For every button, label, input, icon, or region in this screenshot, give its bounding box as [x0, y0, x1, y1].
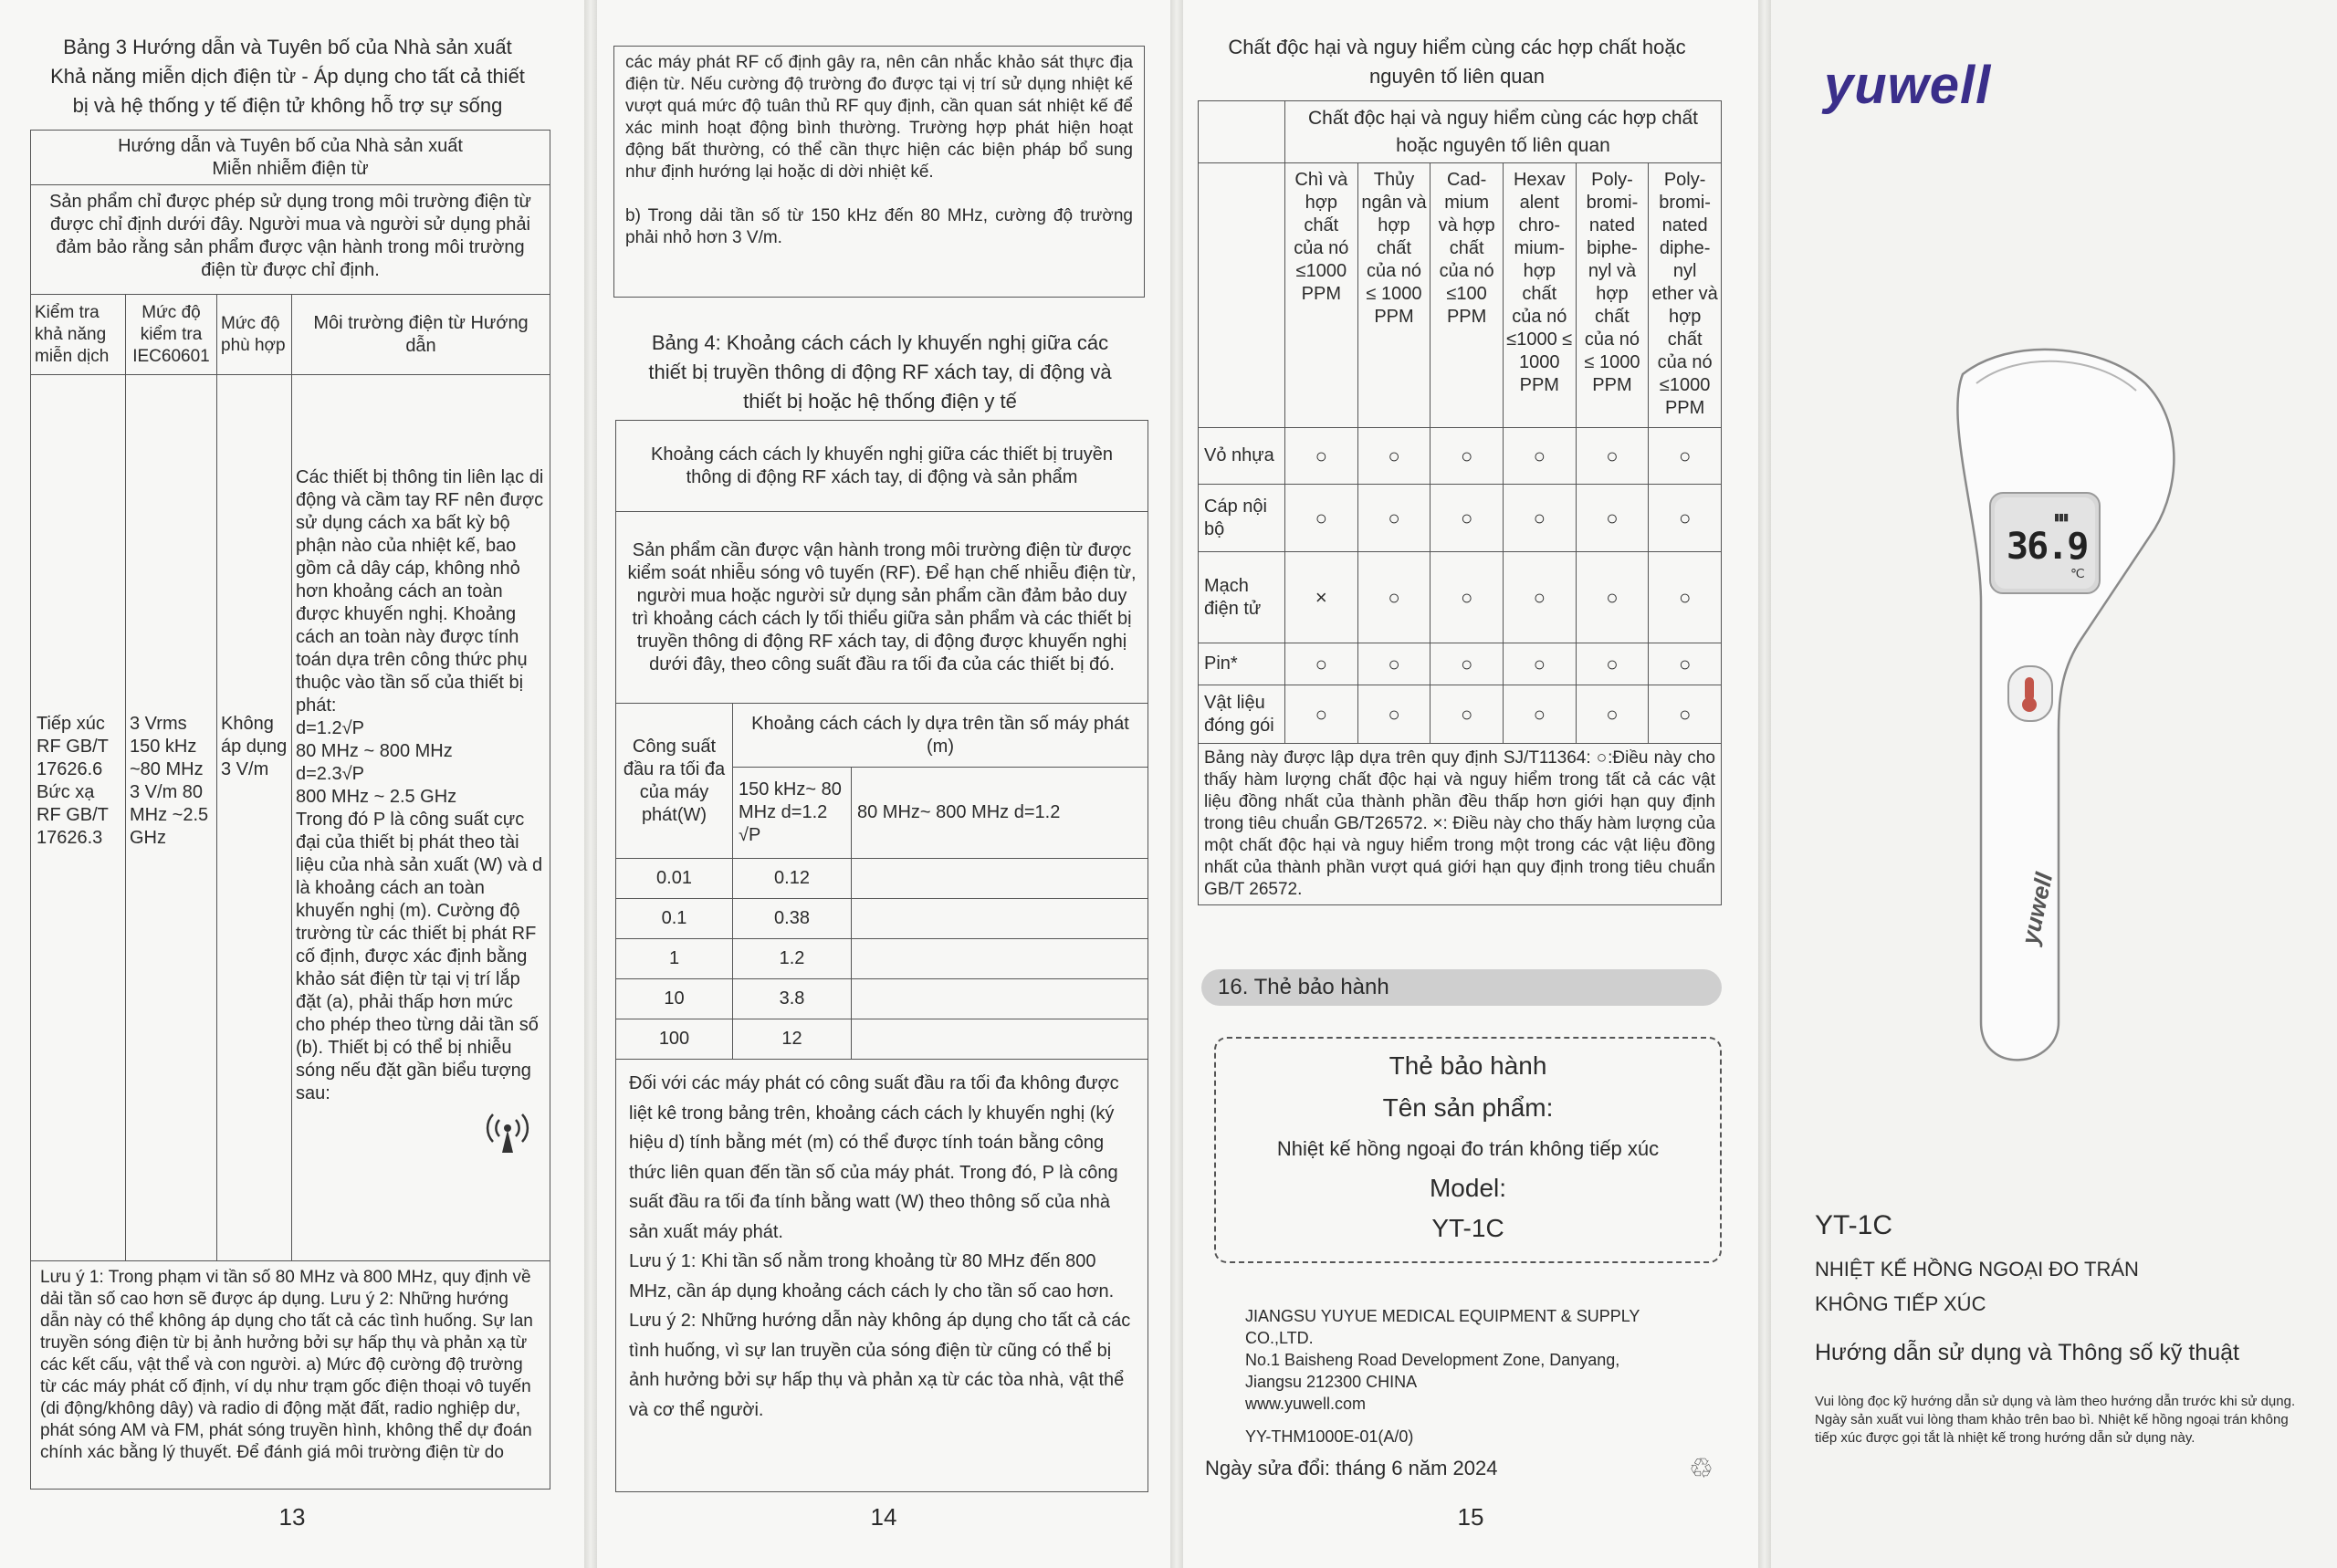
- revision-date: Ngày sửa đổi: tháng 6 năm 2024: [1205, 1457, 1498, 1479]
- compliance-cell: Không áp dụng 3 V/m: [217, 375, 292, 1261]
- table-row: Pin* ○ ○ ○ ○ ○ ○: [1199, 643, 1722, 685]
- device-logo: yuwell: [2016, 870, 2059, 947]
- table3: [30, 130, 550, 1490]
- hazard-col-headers: Chì và hợp chất của nó ≤1000 PPM Thủy ngân và hợp chất của nó ≤ 1000 PPM Cad-mium và hợp chất của nó ≤100 PPM Hexav alent chro-mium-hợp chất của nó ≤1000 ≤ 1000 PPM Poly-bromi-nated biphe-nyl và hợp chất của nó ≤ 1000 PPM Poly-bromi-nated diphe-nyl ether và hợp chất của nó ≤1000 PPM: [1199, 163, 1722, 428]
- continuation-box: các máy phát RF cố định gây ra, nên cân nhắc khảo sát thực địa điện từ. Nếu cường độ trường đo được tại vị trí sử dụng nhiệt kế vượt quá mức độ tuân thủ RF quy định, cần quan sát nhiệt kế để xác minh hoạt động bình thường. Trường hợp phát hiện hoạt động bất thường, có thể cần thực hiện các biện pháp bổ sung như định hướng lại hoặc di dời nhiệt kế. b) Trong dải tần số từ 150 kHz đến 80 MHz, cường độ trường phải nhỏ hơn 3 V/m.: [613, 46, 1145, 298]
- table4-notes: Đối với các máy phát có công suất đầu ra tối đa không được liệt kê trong bảng trên, khoảng cách cách ly khuyến nghị (ký hiệu d) tính bằng mét (m) có thể được tính toán bằng công thức liên quan đến tần số của máy phát. Trong đó, P là công suất đầu ra tối đa tính bằng watt (W) theo thông số của nhà sản xuất máy phát. Lưu ý 1: Khi tần số nằm trong khoảng từ 80 MHz đến 800 MHz, cần áp dụng khoảng cách cách ly cho tần số cao hơn. Lưu ý 2: Những hướng dẫn này không áp dụng cho tất cả các tình huống, vì sự lan truyền của sóng điện từ cũng có thể bị ảnh hưởng bởi sự hấp thụ và phản xạ từ các tòa nhà, vật thể và cơ thể người.: [616, 1060, 1148, 1492]
- manufacturer-info: JIANGSU YUYUE MEDICAL EQUIPMENT & SUPPLY CO.,LTD. No.1 Baisheng Road Development Zone, Danyang, Jiangsu 212300 CHINA www.yuwell.com YY-THM1000E-01(A/0): [1245, 1307, 1640, 1446]
- table-row: 1 1.2: [616, 939, 1148, 979]
- fold-line: [584, 0, 597, 1568]
- table3-header: Hướng dẫn và Tuyên bố của Nhà sản xuất Miễn nhiễm điện từ: [31, 131, 550, 185]
- table3-intro: Sản phẩm chỉ được phép sử dụng trong môi trường điện từ được chỉ định dưới đây. Người mua và người sử dụng phải đảm bảo rằng sản phẩm được vận hành trong môi trường điện từ được chỉ định.: [31, 185, 550, 295]
- fold-line: [1170, 0, 1183, 1568]
- table3-body-row: [31, 375, 550, 1261]
- table-row: Vật liệu đóng gói ○ ○ ○ ○ ○ ○: [1199, 685, 1722, 744]
- table3-col-headers: Kiểm tra khả năng miễn dịch Mức độ kiểm tra IEC60601 Mức độ phù hợp Môi trường điện từ Hướng dẫn: [31, 295, 550, 375]
- display-reading: 36.9: [2007, 526, 2088, 568]
- page-14: [597, 0, 1170, 1568]
- level-cell: 3 Vrms 150 kHz ~80 MHz 3 V/m 80 MHz ~2.5 GHz: [126, 375, 217, 1261]
- distance-header: Khoảng cách cách ly dựa trên tần số máy phát (m): [733, 704, 1148, 768]
- table-row: Cáp nội bộ ○ ○ ○ ○ ○ ○: [1199, 485, 1722, 552]
- display-unit: ℃: [2070, 566, 2085, 580]
- warranty-card: Thẻ bảo hành Tên sản phẩm: Nhiệt kế hồng ngoại đo trán không tiếp xúc Model: YT-1C: [1214, 1037, 1722, 1263]
- rf-radiation-icon: [296, 1105, 544, 1161]
- test-cell: Tiếp xúc RF GB/T 17626.6 Bức xạ RF GB/T 17626.3: [31, 375, 126, 1261]
- page-number: 15: [1457, 1503, 1484, 1531]
- hazard-table-header: Chất độc hại và nguy hiểm cùng các hợp chất hoặc nguyên tố liên quan: [1285, 101, 1722, 163]
- cover-page: [1771, 0, 2337, 1568]
- table4-title: Bảng 4: Khoảng cách cách ly khuyến nghị giữa các thiết bị truyền thông di động RF xách tay, di động và thiết bị hoặc hệ thống điện y tế: [648, 331, 1112, 413]
- table-row: 0.1 0.38: [616, 899, 1148, 939]
- table-row: 100 12: [616, 1019, 1148, 1060]
- thermometer-illustration: [1908, 347, 2209, 1095]
- cover-notice: Vui lòng đọc kỹ hướng dẫn sử dụng và làm theo hướng dẫn trước khi sử dụng. Ngày sản xuất vui lòng tham khảo trên bao bì. Nhiệt kế hồng ngoại trán không tiếp xúc được gọi tắt là nhiệt kế trong hướng dẫn sử dụng này.: [1815, 1394, 2296, 1446]
- section-heading: 16. Thẻ bảo hành: [1201, 969, 1722, 1006]
- product-name: NHIỆT KẾ HỒNG NGOẠI ĐO TRÁN KHÔNG TIẾP XÚC: [1815, 1258, 2139, 1315]
- table4: [615, 420, 1148, 1492]
- guidance-cell: Các thiết bị thông tin liên lạc di động và cầm tay RF nên được sử dụng cách xa bất kỳ bộ phận nào của nhiệt kế, bao gồm cả dây cáp, không nhỏ hơn khoảng cách an toàn được khuyến nghị. Khoảng cách an toàn này được tính toán dựa trên công thức phụ thuộc vào tần số của thiết bị phát: d=1.2√P 80 MHz ~ 800 MHz d=2.3√P 800 MHz ~ 2.5 GHz Trong đó P là công suất cực đại của thiết bị phát theo tài liệu của nhà sản xuất (W) và d là khoảng cách an toàn khuyến nghị (m). Cường độ trường từ các thiết bị phát RF cố định, được xác định bằng khảo sát điện từ tại vị trí lắp đặt (a), phải thấp hơn mức cho phép theo từng dải tần số (b). Thiết bị có thể bị nhiễu sóng nếu đặt gần biểu tượng sau:: [292, 375, 550, 1261]
- table3-title: Bảng 3 Hướng dẫn và Tuyên bố của Nhà sản xuất Khả năng miễn dịch điện từ - Áp dụng cho tất cả thiết bị và hệ thống y tế điện tử không hỗ trợ sự sống: [50, 36, 525, 117]
- page-number: 13: [278, 1503, 306, 1531]
- page-number: 14: [870, 1503, 897, 1531]
- table4-header: Khoảng cách cách ly khuyến nghị giữa các thiết bị truyền thông di động RF xách tay, di động và sản phẩm: [616, 421, 1148, 512]
- recycle-icon: ♲: [1689, 1454, 1713, 1484]
- table-row: Mạch điện tử × ○ ○ ○ ○ ○: [1199, 552, 1722, 643]
- freq-band-2: 80 MHz~ 800 MHz d=1.2: [852, 768, 1148, 859]
- brand-logo: yuwell: [1824, 56, 1992, 115]
- freq-band-1: 150 kHz~ 80 MHz d=1.2 √P: [733, 768, 852, 859]
- model-name: YT-1C: [1815, 1210, 1893, 1240]
- power-header: Công suất đầu ra tối đa của máy phát(W): [616, 704, 733, 859]
- table3-notes: Lưu ý 1: Trong phạm vi tần số 80 MHz và 800 MHz, quy định về dải tần số cao hơn sẽ được áp dụng. Lưu ý 2: Những hướng dẫn này có thể không áp dụng cho tất cả các tình huống. Sự lan truyền sóng điện từ bị ảnh hưởng bởi sự hấp thụ và phản xạ từ các kết cấu, vật thể và con người. a) Mức độ cường độ trường từ các máy phát cố định, ví dụ như trạm gốc điện thoại vô tuyến (di động/không dây) và radio di động mặt đất, radio nghiệp dư, phát sóng AM và FM, phát sóng truyền hình, không thể dự đoán chính xác bằng lý thuyết. Để đánh giá môi trường điện từ do: [31, 1261, 550, 1490]
- cover-subtitle: Hướng dẫn sử dụng và Thông số kỹ thuật: [1815, 1340, 2239, 1365]
- table-row: Vỏ nhựa ○ ○ ○ ○ ○ ○: [1199, 428, 1722, 485]
- display-battery: ▮▮▮: [2054, 512, 2069, 523]
- fold-line: [1758, 0, 1771, 1568]
- hazard-footnote: Bảng này được lập dựa trên quy định SJ/T11364: ○:Điều này cho thấy hàm lượng chất độc hại và nguy hiểm trong tất cả các vật liệu đồng nhất của thành phần đều thấp hơn giới hạn quy định trong tiêu chuẩn GB/T26572. ×: Điều này cho thấy hàm lượng của một chất độc hại và nguy hiểm trong một trong các vật liệu đồng nhất của thành phần vượt quá giới hạn quy định trong tiêu chuẩn GB/T 26572.: [1199, 744, 1722, 905]
- page-13: [0, 0, 584, 1568]
- hazard-title: Chất độc hại và nguy hiểm cùng các hợp chất hoặc nguyên tố liên quan: [1228, 36, 1686, 88]
- hazard-table: [1198, 100, 1722, 905]
- table-row: 0.01 0.12: [616, 859, 1148, 899]
- table-row: 10 3.8: [616, 979, 1148, 1019]
- page-15: [1183, 0, 1758, 1568]
- table4-intro: Sản phẩm cần được vận hành trong môi trường điện từ được kiểm soát nhiễu sóng vô tuyến (RF). Để hạn chế nhiễu điện từ, người mua hoặc người sử dụng sản phẩm cần đảm bảo duy trì khoảng cách cách ly tối thiểu giữa sản phẩm và các thiết bị truyền thông di động RF xách tay, di động được khuyến nghị dưới đây, theo công suất đầu ra tối đa của các thiết bị đó.: [616, 512, 1148, 704]
